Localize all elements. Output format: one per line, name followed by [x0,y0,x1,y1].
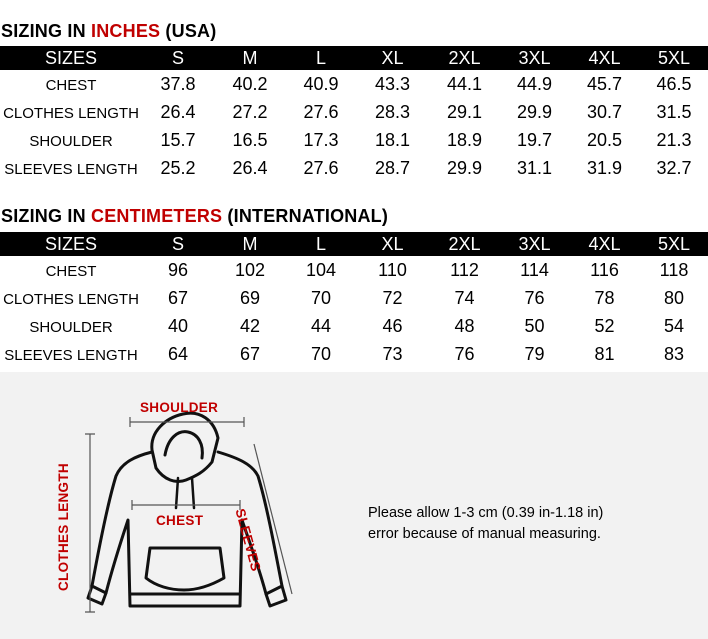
table-row [0,256,708,284]
row-label: SHOULDER [29,133,113,150]
header-cell-sizes: SIZES [0,46,142,70]
hoodie-body-outline [92,452,282,606]
table-cell: 18.1 [374,129,411,150]
table-cell: 104 [305,259,337,280]
header-cell-size: M [214,46,286,70]
table-cell: 30.7 [586,101,623,122]
table-cell: 25.2 [160,157,196,178]
table-cell: 54 [663,315,685,336]
table-cell: 27.6 [303,101,339,122]
table-cell: 20.5 [586,129,623,150]
header-cell-size: 2XL [429,232,500,256]
header-cell-sizes: SIZES [0,232,142,256]
table-cell: 31.1 [516,157,553,178]
table-row [0,312,708,340]
table-cell: 76 [524,287,545,308]
table-cell: 27.6 [303,157,339,178]
table-cell: 16.5 [232,129,268,150]
table-cell: 80 [663,287,685,308]
table-cell: 74 [454,287,475,308]
table-cell: 72 [382,287,403,308]
table-cell: 29.9 [446,157,483,178]
row-label: CHEST [45,263,97,280]
table-cell: 112 [450,259,479,280]
table-cell: 29.1 [446,101,483,122]
shoulder-label: SHOULDER [140,400,219,415]
table-cell: 19.7 [516,129,553,150]
table-row [0,284,708,312]
note-line-2: error because of manual measuring. [368,526,601,542]
inches-section-title [1,21,216,42]
table-row [0,70,708,98]
table-cell: 45.7 [586,73,623,94]
header-cell-size: S [142,46,214,70]
table-cell: 67 [167,287,189,308]
table-cell: 67 [239,343,261,364]
chest-measure-line [132,500,240,510]
inches-table-body [0,70,708,182]
table-cell: 46 [382,315,403,336]
table-row [0,340,708,368]
table-row [0,98,708,126]
table-cell: 40.2 [232,73,268,94]
table-cell: 114 [520,259,549,280]
table-cell: 76 [454,343,475,364]
header-cell-size: 4XL [569,46,640,70]
row-label: SHOULDER [29,319,113,336]
table-cell: 79 [524,343,545,364]
table-cell: 21.3 [656,129,692,150]
table-cell: 116 [590,259,619,280]
table-header-row [0,232,708,256]
row-label: SLEEVES LENGTH [4,161,138,178]
header-cell-size: XL [356,232,429,256]
table-cell: 118 [659,259,689,280]
table-cell: 18.9 [446,129,483,150]
table-cell: 73 [382,343,403,364]
header-cell-size: 5XL [640,46,708,70]
table-cell: 42 [239,315,261,336]
table-cell: 40.9 [303,73,339,94]
centimeters-section-title [1,206,388,227]
table-cell: 50 [524,315,545,336]
table-cell: 96 [167,259,189,280]
sleeves-label: SLEEVES [232,507,264,574]
table-cell: 69 [239,287,261,308]
chest-label: CHEST [156,513,204,528]
table-cell: 46.5 [656,73,692,94]
measurement-note [368,503,603,545]
hoodie-pocket [146,548,224,590]
table-cell: 28.7 [374,157,411,178]
table-row [0,154,708,182]
table-cell: 26.4 [160,101,196,122]
table-cell: 31.5 [656,101,692,122]
centimeters-table-body [0,256,708,368]
header-cell-size: 2XL [429,46,500,70]
table-cell: 27.2 [232,101,268,122]
title-prefix: SIZING IN [1,21,92,41]
row-label: CLOTHES LENGTH [3,105,139,122]
note-line-1: Please allow 1-3 cm (0.39 in-1.18 in) [368,505,604,521]
table-cell: 28.3 [374,101,411,122]
table-cell: 78 [594,287,615,308]
centimeters-size-table [0,232,708,368]
header-cell-size: L [286,46,356,70]
table-cell: 43.3 [374,73,411,94]
table-cell: 102 [234,259,266,280]
table-header-row [0,46,708,70]
table-cell: 31.9 [586,157,623,178]
header-cell-size: 3XL [500,232,569,256]
header-cell-size: S [142,232,214,256]
row-label: CHEST [45,77,97,94]
header-cell-size: L [286,232,356,256]
table-cell: 70 [310,343,332,364]
table-cell: 81 [594,343,615,364]
table-cell: 44 [310,315,332,336]
table-cell: 52 [594,315,615,336]
row-label: SLEEVES LENGTH [4,347,138,364]
shoulder-measure-line [130,417,244,427]
row-label: CLOTHES LENGTH [3,291,139,308]
table-cell: 70 [310,287,332,308]
title-suffix: (USA) [160,21,217,41]
header-cell-size: 5XL [640,232,708,256]
table-cell: 44.1 [446,73,483,94]
table-cell: 17.3 [303,129,339,150]
table-row [0,126,708,154]
title-suffix: (INTERNATIONAL) [222,206,389,226]
hoodie-hood-outline [152,413,218,481]
table-cell: 15.7 [160,129,196,150]
table-cell: 44.9 [516,73,553,94]
table-cell: 37.8 [160,73,196,94]
header-cell-size: XL [356,46,429,70]
table-cell: 40 [167,315,189,336]
title-unit: INCHES [91,21,161,41]
drawstring-right [192,478,194,508]
header-cell-size: 4XL [569,232,640,256]
header-cell-size: 3XL [500,46,569,70]
clothes-length-label: CLOTHES LENGTH [56,463,71,591]
title-unit: CENTIMETERS [91,206,223,226]
inches-size-table [0,46,708,182]
table-cell: 32.7 [656,157,692,178]
table-cell: 26.4 [232,157,268,178]
table-cell: 48 [454,315,475,336]
header-cell-size: M [214,232,286,256]
table-cell: 83 [663,343,685,364]
table-cell: 64 [167,343,189,364]
table-cell: 29.9 [516,101,553,122]
table-cell: 110 [378,259,407,280]
hoodie-hood-inner [165,432,202,458]
title-prefix: SIZING IN [1,206,92,226]
